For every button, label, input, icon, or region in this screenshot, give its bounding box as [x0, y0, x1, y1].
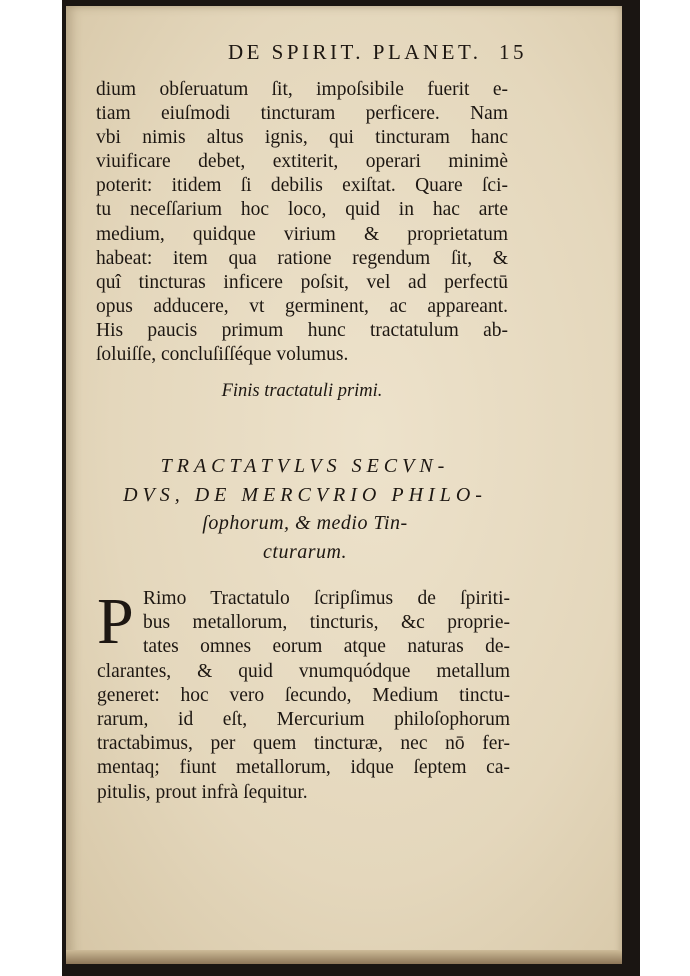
title-line: TRACTATVLVS SECVN- — [160, 455, 450, 477]
title-line: cturarum. — [263, 540, 347, 563]
text-line: rarum, id eſt, Mercurium philoſophorum — [97, 709, 510, 731]
text-line: clarantes, & quid vnumquódque metallum — [97, 660, 510, 682]
text-line: mentaq; fiunt metallorum, idque ſeptem ca- — [97, 757, 510, 779]
text-line: dium obſeruatum ſit, impoſsibile fuerit e- — [96, 79, 508, 100]
title-line: DVS, DE MERCVRIO PHILO- — [123, 483, 487, 506]
paragraph-1 — [96, 78, 508, 367]
text-line: generet: hoc vero ſecundo, Medium tinctu- — [97, 684, 510, 706]
finis-line: Finis tractatuli primi. — [221, 381, 383, 401]
text-line: pitulis, prout infrà ſequitur. — [97, 781, 308, 803]
text-line: poterit: itidem ſi debilis exiſtat. Quare ſci- — [96, 175, 508, 197]
paragraph-2 — [97, 587, 510, 805]
page-bottom-edge — [66, 950, 622, 964]
text-line: vbi nimis altus ignis, qui tincturam hanc — [96, 127, 508, 149]
text-line: His paucis primum hunc tractatulum ab- — [96, 319, 508, 341]
running-head-title: DE SPIRIT. PLANET. — [227, 40, 482, 64]
drop-cap-initial: P — [97, 585, 134, 658]
text-line: quî tincturas inficere poſsit, vel ad perfectū — [96, 271, 508, 293]
running-head — [127, 40, 527, 65]
text-line: tractabimus, per quem tincturæ, nec nō fer- — [97, 733, 510, 755]
text-line: opus adducere, vt germinent, ac appareant. — [96, 295, 508, 317]
text-line: tu neceſſarium hoc loco, quid in hac arte — [96, 199, 508, 221]
text-line: tates omnes eorum atque naturas de- — [143, 636, 510, 658]
text-line: ſoluiſſe, concluſiſſéque volumus. — [96, 344, 349, 366]
text-line: viuificare debet, extiterit, operari minimè — [96, 151, 508, 173]
text-line: habeat: item qua ratione regendum ſit, & — [96, 247, 508, 269]
page-number: 15 — [499, 40, 527, 64]
text-line: tiam eiuſmodi tincturam perficere. Nam — [96, 103, 508, 125]
title-line: ſophorum, & medio Tin- — [202, 512, 408, 534]
text-line: medium, quidque virium & proprietatum — [96, 223, 508, 245]
text-line: Rimo Tractatulo ſcripſimus de ſpiriti- — [143, 588, 510, 609]
tractatus-title — [100, 452, 510, 566]
text-line: bus metallorum, tincturis, &c proprie- — [143, 612, 510, 634]
